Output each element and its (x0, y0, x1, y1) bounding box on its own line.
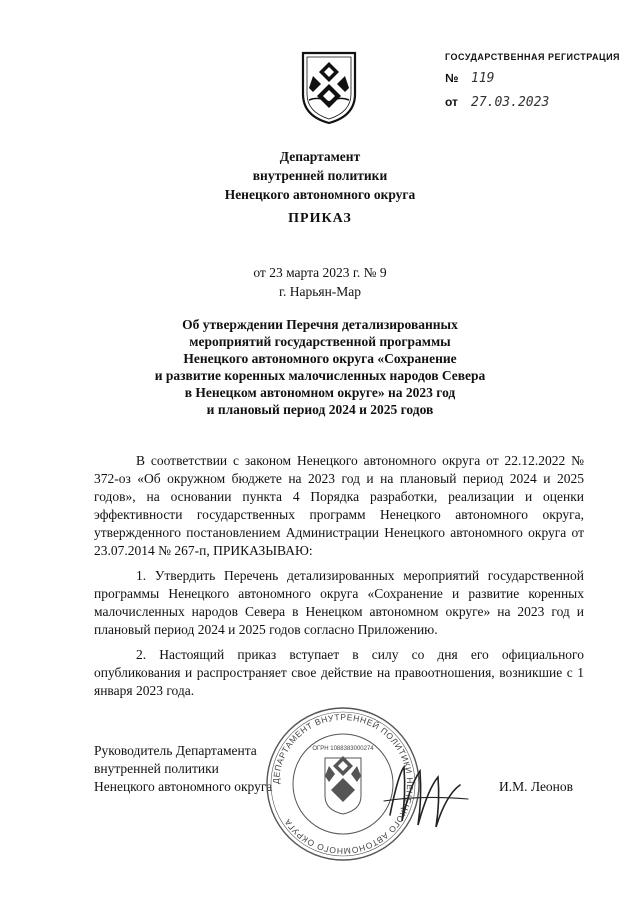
subject-line-4: и развитие коренных малочисленных народов Севера (154, 368, 486, 383)
subject-line-6: и плановый период 2024 и 2025 годов (206, 402, 434, 417)
signer-name: И.М. Леонов (499, 779, 574, 794)
signer-position-line-2: внутренней политики (94, 761, 219, 776)
signer-position-line-3: Ненецкого автономного округа (94, 779, 273, 794)
document-body (94, 452, 584, 707)
subject-line-1: Об утверждении Перечня детализированных (182, 317, 458, 332)
document-date: от 23 марта 2023 г. № 9 (253, 265, 387, 280)
registration-date-label: от (445, 95, 458, 109)
body-paragraph-3: 2. Настоящий приказ вступает в силу со дня его официального опубликования и распространяет свое действие на правоотношения, возникшие с 1 января 2023 года. (94, 647, 584, 698)
registration-number-row (445, 71, 635, 86)
stamp-outer-text: ДЕПАРТАМЕНТ ВНУТРЕННЕЙ ПОЛИТИКИ НЕНЕЦКОГО АВТОНОМНОГО ОКРУГА (270, 711, 416, 857)
document-place: г. Нарьян-Мар (278, 284, 362, 299)
body-paragraph-2: 1. Утвердить Перечень детализированных мероприятий государственной программы Ненецкого автономного округа «Сохранение и развитие коренных малочисленных народов Севера в Ненецком автономном округе» на 2023 год и плановый период 2024 и 2025 годов согласно Приложению. (94, 568, 584, 637)
coat-of-arms-icon (299, 50, 359, 126)
registration-number-label: № (445, 71, 459, 85)
department-line-1: Департамент (279, 149, 361, 164)
stamp-ogrn: ОГРН 1088383000274 (312, 746, 374, 752)
handwritten-signature-icon (380, 755, 480, 835)
body-paragraph-1: В соответствии с законом Ненецкого автономного округа от 22.12.2022 № 372-оз «Об окружном бюджете на 2023 год и на плановый период 2024 и 2025 годов», на основании пункта 4 Порядка разработки, реализации и оценки эффективности государственных программ Ненецкого автономного округа, утвержденного постановлением Администрации Ненецкого автономного округа от 23.07.2014 № 267-п, ПРИКАЗЫВАЮ: (94, 453, 584, 558)
registration-number-value: 119 (471, 71, 495, 86)
department-name (60, 147, 580, 204)
registration-date-row (445, 95, 635, 110)
document-date-place (60, 263, 580, 301)
subject-line-5: в Ненецком автономном округе» на 2023 год (184, 385, 456, 400)
signer-position (94, 742, 272, 796)
department-line-3: Ненецкого автономного округа (224, 187, 416, 202)
department-line-2: внутренней политики (252, 168, 388, 183)
signer-position-line-1: Руководитель Департамента (94, 743, 257, 758)
subject-line-2: мероприятий государственной программы (189, 334, 451, 349)
document-type: ПРИКАЗ (288, 211, 352, 226)
registration-date-value: 27.03.2023 (471, 95, 550, 110)
registration-title: ГОСУДАРСТВЕННАЯ РЕГИСТРАЦИЯ (445, 52, 621, 62)
document-subject (60, 316, 580, 418)
registration-block (445, 52, 635, 110)
subject-line-3: Ненецкого автономного округа «Сохранение (183, 351, 457, 366)
